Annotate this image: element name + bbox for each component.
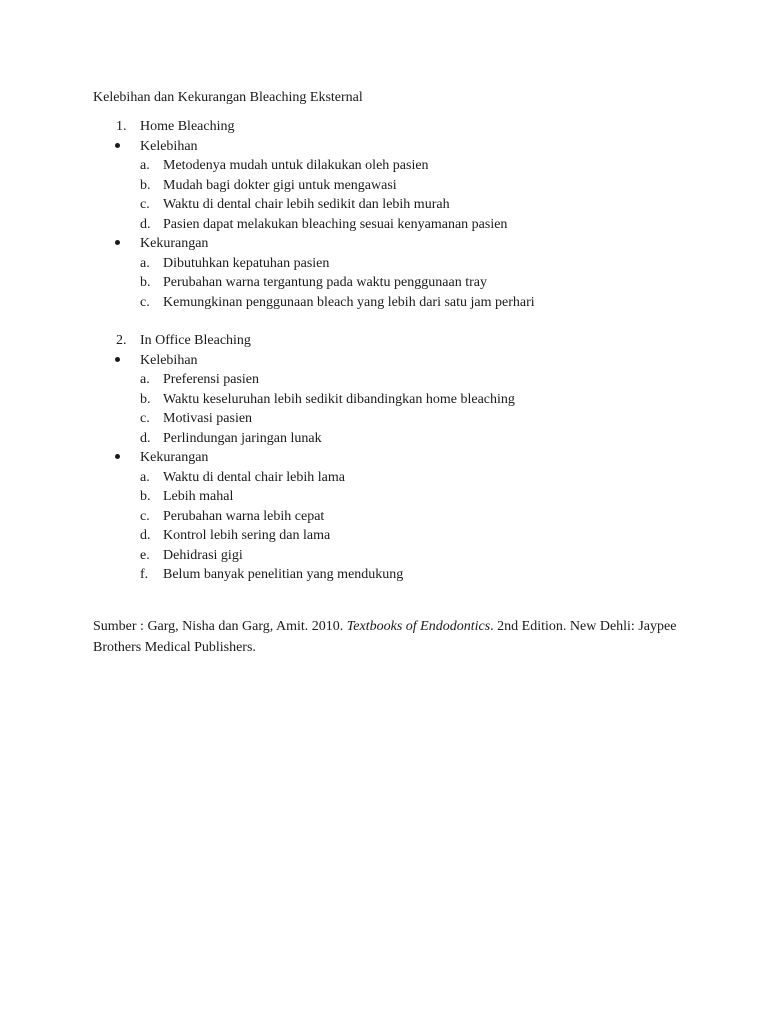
section-number: 1. — [116, 119, 127, 134]
item-text: Pasien dapat melakukan bleaching sesuai kenyamanan pasien — [163, 216, 508, 232]
list-item — [0, 254, 768, 274]
item-text: Metodenya mudah untuk dilakukan oleh pasien — [163, 158, 429, 173]
item-marker: f. — [140, 567, 149, 582]
bullet-dot-icon — [115, 357, 120, 362]
list-item — [0, 156, 768, 176]
item-marker: a. — [140, 469, 150, 485]
group-label: Kekurangan — [140, 236, 209, 251]
list-item — [0, 390, 768, 410]
item-marker: c. — [140, 294, 150, 310]
list-item — [0, 429, 768, 449]
list-item — [0, 370, 768, 390]
item-marker: b. — [140, 275, 151, 290]
list-item — [0, 215, 768, 235]
source-suffix: . 2nd Edition. New Dehli: Jaypee Brothers Medical Publishers. — [93, 619, 677, 655]
group-label: Kekurangan — [140, 450, 209, 465]
bullet-dot-icon — [115, 143, 120, 148]
list-item — [0, 546, 768, 566]
section-heading — [0, 331, 768, 351]
section-number: 2. — [116, 333, 127, 348]
group-heading — [0, 137, 768, 157]
item-marker: a. — [140, 255, 150, 271]
bullet-dot-icon — [115, 240, 120, 245]
item-marker: c. — [140, 197, 150, 212]
group-label: Kelebihan — [140, 138, 198, 154]
item-marker: d. — [140, 216, 151, 232]
item-text: Kontrol lebih sering dan lama — [163, 528, 331, 543]
item-text: Perubahan warna lebih cepat — [163, 508, 325, 524]
section-heading — [0, 117, 768, 137]
item-text: Dibutuhkan kepatuhan pasien — [163, 255, 330, 271]
item-text: Preferensi pasien — [163, 372, 260, 387]
group-heading — [0, 351, 768, 371]
list-item — [0, 273, 768, 293]
group-heading — [0, 234, 768, 254]
item-text: Motivasi pasien — [163, 411, 253, 426]
list-item — [0, 507, 768, 527]
item-text: Perlindungan jaringan lunak — [163, 430, 322, 446]
list-item — [0, 195, 768, 215]
section-title: Home Bleaching — [140, 119, 235, 134]
bullet-dot-icon — [115, 454, 120, 459]
item-text: Waktu keseluruhan lebih sedikit dibandingkan home bleaching — [163, 391, 515, 407]
item-marker: c. — [140, 508, 150, 524]
group-label: Kelebihan — [140, 352, 198, 368]
item-text: Perubahan warna tergantung pada waktu penggunaan tray — [163, 275, 487, 290]
list-item — [0, 293, 768, 313]
list-item — [0, 565, 768, 585]
source-citation — [93, 617, 693, 658]
list-item — [0, 176, 768, 196]
section-title: In Office Bleaching — [140, 333, 251, 348]
document-title: Kelebihan dan Kekurangan Bleaching Eksternal — [93, 90, 363, 105]
group-heading — [0, 448, 768, 468]
list-item — [0, 409, 768, 429]
item-marker: b. — [140, 177, 151, 193]
item-marker: a. — [140, 158, 150, 173]
source-prefix: Sumber : Garg, Nisha dan Garg, Amit. 2010. — [93, 619, 347, 634]
list-item — [0, 526, 768, 546]
item-marker: b. — [140, 489, 151, 504]
item-text: Lebih mahal — [163, 489, 234, 504]
item-text: Waktu di dental chair lebih sedikit dan lebih murah — [163, 197, 450, 212]
item-marker: c. — [140, 411, 150, 426]
list-item — [0, 468, 768, 488]
item-text: Dehidrasi gigi — [163, 547, 243, 563]
item-marker: e. — [140, 547, 150, 563]
item-text: Waktu di dental chair lebih lama — [163, 469, 345, 485]
item-marker: d. — [140, 430, 151, 446]
item-marker: a. — [140, 372, 150, 387]
list-item — [0, 487, 768, 507]
item-text: Mudah bagi dokter gigi untuk mengawasi — [163, 177, 397, 193]
item-marker: d. — [140, 528, 151, 543]
item-text: Kemungkinan penggunaan bleach yang lebih dari satu jam perhari — [163, 294, 535, 310]
item-marker: b. — [140, 391, 151, 407]
item-text: Belum banyak penelitian yang mendukung — [163, 567, 404, 582]
source-book-title: Textbooks of Endodontics — [346, 619, 491, 634]
